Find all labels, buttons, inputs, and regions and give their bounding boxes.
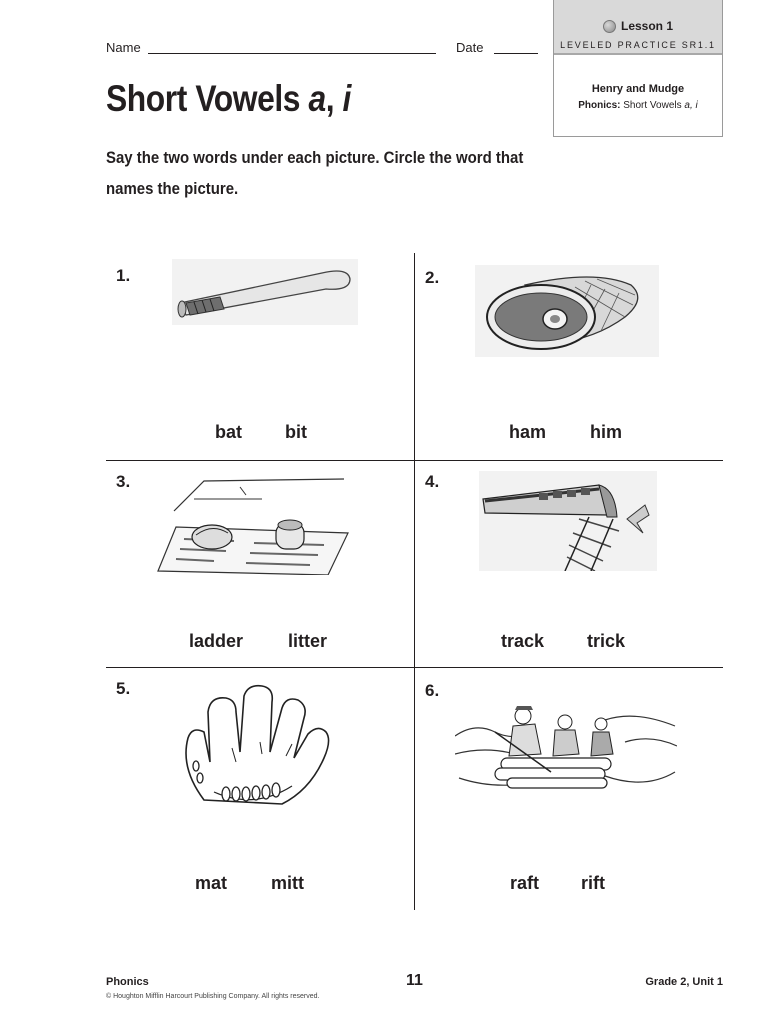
instructions-line-1: Say the two words under each picture. Circle the word that <box>106 148 524 167</box>
title-separator: , <box>325 78 343 119</box>
raft-icon <box>455 702 677 796</box>
date-label: Date <box>456 40 484 55</box>
choice-word[interactable]: ham <box>509 422 547 442</box>
leveled-practice-label: LEVELED PRACTICE SR1.1 <box>560 39 716 50</box>
item-2 <box>415 253 723 460</box>
train-track-icon <box>479 471 657 571</box>
name-label: Name <box>106 40 141 55</box>
skill-label: Phonics: <box>578 100 621 111</box>
story-title: Henry and Mudge <box>591 83 685 95</box>
item-number: 5. <box>116 679 131 698</box>
title-letter-a: a <box>308 78 326 119</box>
choice-word[interactable]: mitt <box>271 873 304 893</box>
item-number: 4. <box>425 472 440 491</box>
item-number: 3. <box>116 472 131 491</box>
bullet-icon <box>603 20 616 33</box>
skill-letters: a, i <box>684 100 698 111</box>
choice-word[interactable]: litter <box>288 631 328 651</box>
exercise-grid <box>106 253 723 910</box>
choice-word[interactable]: bit <box>285 422 307 442</box>
name-field[interactable] <box>148 53 436 54</box>
instructions-line-2: names the picture. <box>106 179 239 198</box>
choice-word[interactable]: raft <box>510 873 540 893</box>
choice-word[interactable]: bat <box>215 422 242 442</box>
choice-word[interactable]: rift <box>581 873 605 893</box>
item-4 <box>415 461 723 668</box>
ham-icon <box>475 265 659 357</box>
title-text: Short Vowels <box>106 78 309 119</box>
item-6 <box>415 668 723 893</box>
choice-word[interactable]: mat <box>195 873 228 893</box>
choice-word[interactable]: ladder <box>189 631 244 651</box>
item-1 <box>106 253 414 460</box>
litter-icon <box>154 471 350 575</box>
skill-line <box>554 100 722 111</box>
title-letter-i: i <box>342 78 351 119</box>
item-5 <box>106 668 414 893</box>
instructions <box>106 142 564 204</box>
choice-word[interactable]: him <box>590 422 623 442</box>
lesson-body <box>554 55 722 111</box>
item-number: 6. <box>425 681 440 700</box>
lesson-box <box>553 0 723 137</box>
lesson-label: Lesson 1 <box>620 19 674 33</box>
item-number: 2. <box>425 268 440 287</box>
copyright-notice: © Houghton Mifflin Harcourt Publishing Company. All rights reserved. <box>106 993 320 1000</box>
lesson-title <box>603 19 673 33</box>
grade-unit-label: Grade 2, Unit 1 <box>645 976 723 988</box>
skill-value: Short Vowels <box>623 100 682 111</box>
choice-word[interactable]: trick <box>587 631 626 651</box>
item-number: 1. <box>116 266 131 285</box>
baseball-bat-icon <box>172 259 358 325</box>
lesson-header <box>554 0 722 55</box>
page-number: 11 <box>406 972 423 989</box>
page-title <box>106 78 351 120</box>
choice-word[interactable]: track <box>501 631 545 651</box>
footer-section: Phonics <box>106 976 149 988</box>
date-field[interactable] <box>494 53 538 54</box>
name-date-row <box>106 40 540 60</box>
item-3 <box>106 461 414 668</box>
baseball-mitt-icon <box>174 682 334 810</box>
